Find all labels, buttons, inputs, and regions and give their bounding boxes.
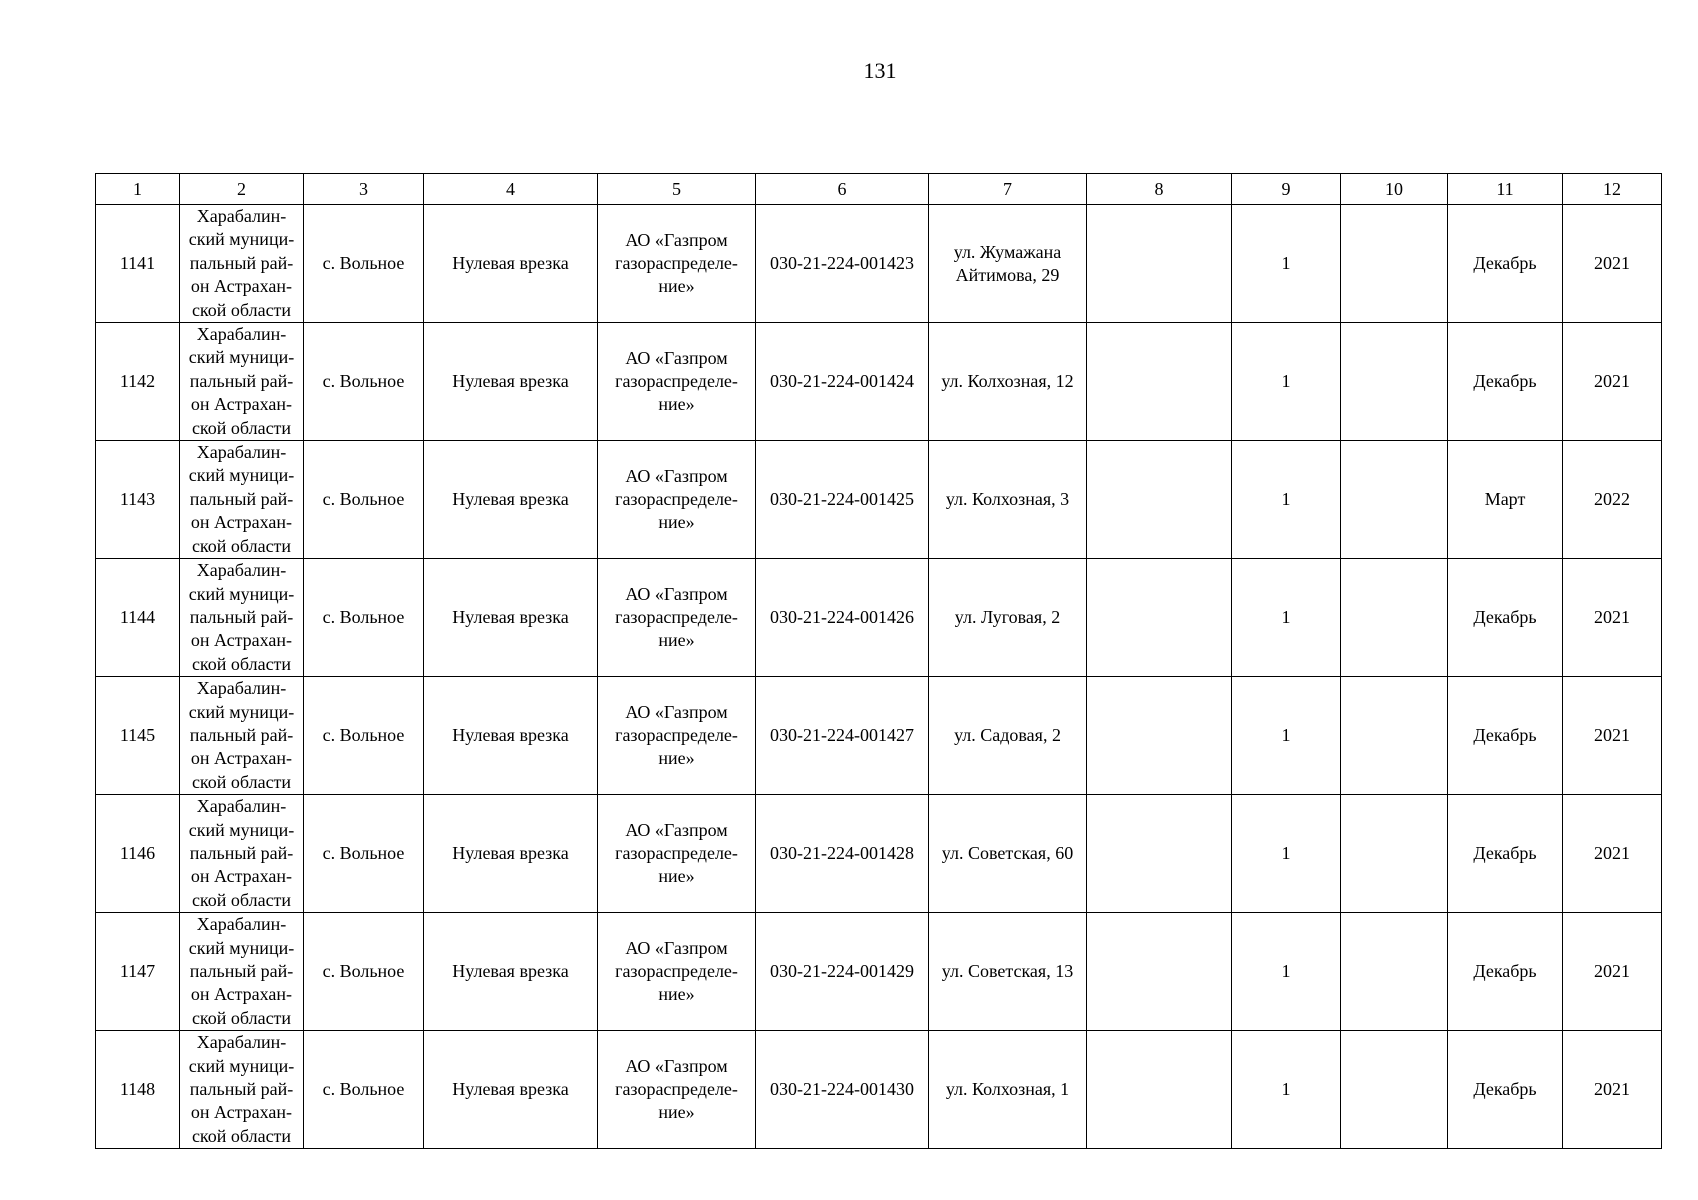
header-cell-6: 6 [756,174,929,205]
operator-cell: АО «Газпром газораспределе- ние» [598,677,756,795]
col10-cell [1341,913,1448,1031]
count-cell: 1 [1232,677,1341,795]
operator-cell: АО «Газпром газораспределе- ние» [598,913,756,1031]
address-cell: ул. Советская, 13 [929,913,1087,1031]
connection-type-cell: Нулевая врезка [424,323,598,441]
header-cell-11: 11 [1448,174,1563,205]
col8-cell [1087,677,1232,795]
col10-cell [1341,559,1448,677]
district-cell: Харабалин- ский муници- пальный рай- он Астрахан- ской области [180,1031,304,1149]
header-row [96,174,1662,205]
connection-type-cell: Нулевая врезка [424,559,598,677]
settlement-cell: с. Вольное [304,1031,424,1149]
address-cell: ул. Колхозная, 12 [929,323,1087,441]
month-cell: Март [1448,441,1563,559]
table-row [96,323,1662,441]
month-cell: Декабрь [1448,323,1563,441]
settlement-cell: с. Вольное [304,677,424,795]
col10-cell [1341,205,1448,323]
col8-cell [1087,559,1232,677]
header-cell-3: 3 [304,174,424,205]
district-cell: Харабалин- ский муници- пальный рай- он Астрахан- ской области [180,795,304,913]
month-cell: Декабрь [1448,795,1563,913]
year-cell: 2021 [1563,323,1662,441]
count-cell: 1 [1232,323,1341,441]
col10-cell [1341,677,1448,795]
month-cell: Декабрь [1448,677,1563,795]
operator-cell: АО «Газпром газораспределе- ние» [598,441,756,559]
count-cell: 1 [1232,205,1341,323]
code-cell: 030-21-224-001427 [756,677,929,795]
operator-cell: АО «Газпром газораспределе- ние» [598,559,756,677]
code-cell: 030-21-224-001428 [756,795,929,913]
col8-cell [1087,323,1232,441]
district-cell: Харабалин- ский муници- пальный рай- он Астрахан- ской области [180,205,304,323]
address-cell: ул. Советская, 60 [929,795,1087,913]
month-cell: Декабрь [1448,1031,1563,1149]
connection-type-cell: Нулевая врезка [424,1031,598,1149]
settlement-cell: с. Вольное [304,323,424,441]
month-cell: Декабрь [1448,559,1563,677]
col10-cell [1341,441,1448,559]
table-row [96,205,1662,323]
operator-cell: АО «Газпром газораспределе- ние» [598,795,756,913]
col10-cell [1341,795,1448,913]
district-cell: Харабалин- ский муници- пальный рай- он Астрахан- ской области [180,559,304,677]
count-cell: 1 [1232,795,1341,913]
count-cell: 1 [1232,559,1341,677]
header-cell-9: 9 [1232,174,1341,205]
table-row [96,441,1662,559]
connection-type-cell: Нулевая врезка [424,913,598,1031]
row-number: 1146 [96,795,180,913]
operator-cell: АО «Газпром газораспределе- ние» [598,1031,756,1149]
month-cell: Декабрь [1448,205,1563,323]
district-cell: Харабалин- ский муници- пальный рай- он Астрахан- ской области [180,323,304,441]
row-number: 1143 [96,441,180,559]
header-cell-10: 10 [1341,174,1448,205]
col8-cell [1087,205,1232,323]
header-cell-4: 4 [424,174,598,205]
col8-cell [1087,1031,1232,1149]
code-cell: 030-21-224-001425 [756,441,929,559]
district-cell: Харабалин- ский муници- пальный рай- он Астрахан- ской области [180,441,304,559]
table-row [96,795,1662,913]
col8-cell [1087,795,1232,913]
col10-cell [1341,1031,1448,1149]
district-cell: Харабалин- ский муници- пальный рай- он Астрахан- ской области [180,677,304,795]
row-number: 1147 [96,913,180,1031]
row-number: 1145 [96,677,180,795]
connection-type-cell: Нулевая врезка [424,441,598,559]
table-row [96,1031,1662,1149]
address-cell: ул. Садовая, 2 [929,677,1087,795]
count-cell: 1 [1232,913,1341,1031]
address-cell: ул. Жумажана Айтимова, 29 [929,205,1087,323]
year-cell: 2021 [1563,795,1662,913]
settlement-cell: с. Вольное [304,441,424,559]
code-cell: 030-21-224-001423 [756,205,929,323]
table-row [96,559,1662,677]
year-cell: 2022 [1563,441,1662,559]
code-cell: 030-21-224-001430 [756,1031,929,1149]
settlement-cell: с. Вольное [304,205,424,323]
header-cell-1: 1 [96,174,180,205]
month-cell: Декабрь [1448,913,1563,1031]
count-cell: 1 [1232,1031,1341,1149]
settlement-cell: с. Вольное [304,913,424,1031]
year-cell: 2021 [1563,205,1662,323]
code-cell: 030-21-224-001424 [756,323,929,441]
header-cell-2: 2 [180,174,304,205]
header-cell-7: 7 [929,174,1087,205]
row-number: 1144 [96,559,180,677]
address-cell: ул. Колхозная, 1 [929,1031,1087,1149]
year-cell: 2021 [1563,559,1662,677]
connection-type-cell: Нулевая врезка [424,795,598,913]
year-cell: 2021 [1563,1031,1662,1149]
header-cell-12: 12 [1563,174,1662,205]
settlement-cell: с. Вольное [304,559,424,677]
header-cell-5: 5 [598,174,756,205]
address-cell: ул. Луговая, 2 [929,559,1087,677]
district-cell: Харабалин- ский муници- пальный рай- он Астрахан- ской области [180,913,304,1031]
row-number: 1148 [96,1031,180,1149]
year-cell: 2021 [1563,913,1662,1031]
row-number: 1141 [96,205,180,323]
table-row [96,913,1662,1031]
operator-cell: АО «Газпром газораспределе- ние» [598,323,756,441]
address-cell: ул. Колхозная, 3 [929,441,1087,559]
table-row [96,677,1662,795]
year-cell: 2021 [1563,677,1662,795]
code-cell: 030-21-224-001429 [756,913,929,1031]
settlement-cell: с. Вольное [304,795,424,913]
document-table [95,173,1662,1149]
connection-type-cell: Нулевая врезка [424,677,598,795]
header-cell-8: 8 [1087,174,1232,205]
row-number: 1142 [96,323,180,441]
col10-cell [1341,323,1448,441]
col8-cell [1087,913,1232,1031]
count-cell: 1 [1232,441,1341,559]
operator-cell: АО «Газпром газораспределе- ние» [598,205,756,323]
col8-cell [1087,441,1232,559]
page-number: 131 [863,58,897,83]
connection-type-cell: Нулевая врезка [424,205,598,323]
code-cell: 030-21-224-001426 [756,559,929,677]
